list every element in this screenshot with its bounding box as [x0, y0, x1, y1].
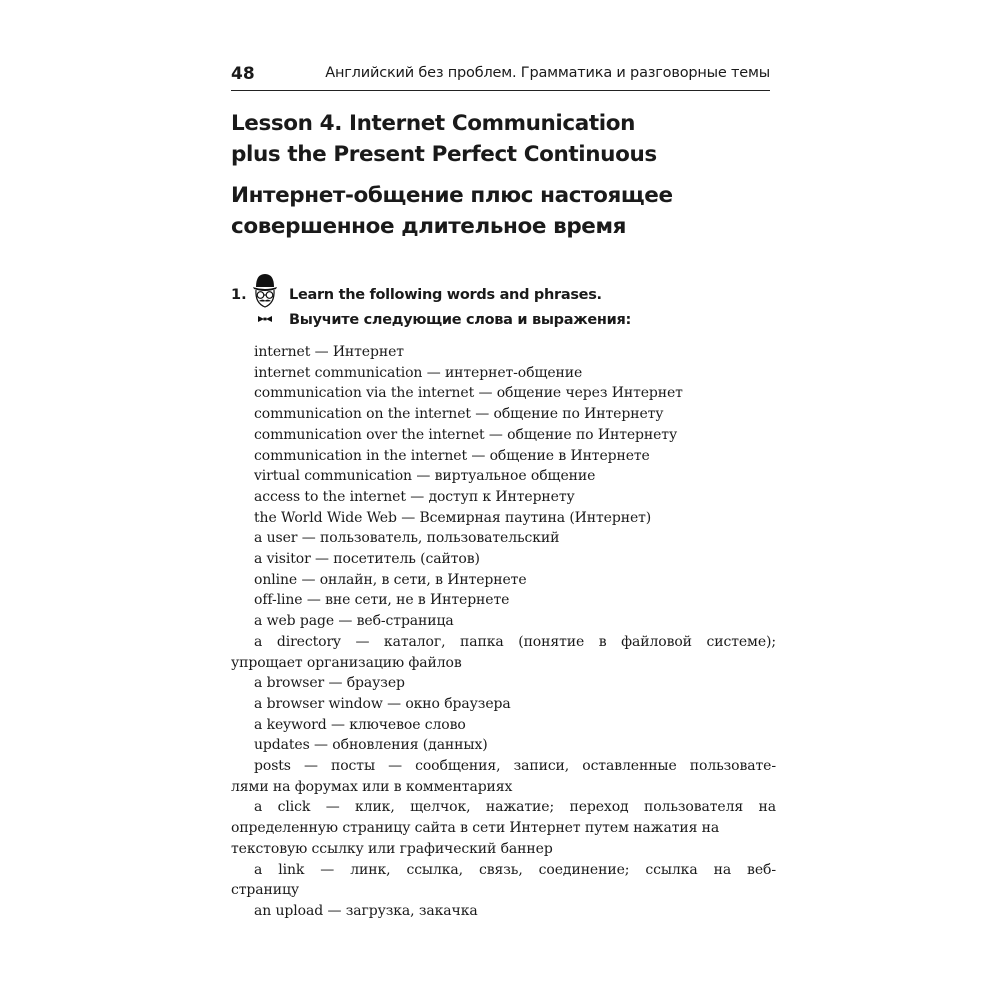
- task-number: 1.: [231, 287, 247, 303]
- vocabulary-entry-line: a click — клик, щелчок, нажатие; переход пользователя на: [254, 799, 776, 816]
- vocabulary-entry-line: a link — линк, ссылка, связь, соединение; ссылка на веб-: [254, 861, 776, 878]
- vocabulary-entry-line: лями на форумах или в комментариях: [231, 778, 513, 795]
- vocabulary-entry: [231, 611, 776, 632]
- vocabulary-entry-line: страницу: [231, 882, 299, 899]
- vocabulary-entry: [231, 528, 776, 549]
- vocabulary-entry: [231, 735, 776, 756]
- vocabulary-entry-line: a browser — браузер: [254, 675, 405, 692]
- vocabulary-entry-line: posts — посты — сообщения, записи, оставленные пользовате-: [254, 758, 776, 775]
- vocabulary-entry-line: updates — обновления (данных): [254, 737, 488, 754]
- vocabulary-entry-line: communication via the internet — общение через Интернет: [254, 385, 683, 402]
- vocabulary-entry-line: a visitor — посетитель (сайтов): [254, 551, 480, 568]
- page-header: [231, 62, 770, 91]
- vocabulary-entry: [231, 446, 776, 467]
- vocabulary-entry: [231, 715, 776, 736]
- vocabulary-entry: [231, 342, 776, 363]
- vocabulary-entry: [231, 860, 776, 901]
- vocabulary-entry: [231, 797, 776, 859]
- page-number: 48: [231, 64, 255, 84]
- lesson-subtitle-ru: совершенное длительное время: [231, 214, 627, 239]
- vocabulary-entry-line: internet communication — интернет-общение: [254, 364, 583, 381]
- running-title: Английский без проблем. Грамматика и разговорные темы: [325, 65, 770, 81]
- vocabulary-entry: [231, 570, 776, 591]
- vocabulary-entry: [231, 425, 776, 446]
- vocabulary-entry-line: internet — Интернет: [254, 344, 404, 360]
- vocabulary-entry-line: a browser window — окно браузера: [254, 695, 511, 712]
- vocabulary-entry: [231, 632, 776, 673]
- vocabulary-entry: [231, 404, 776, 425]
- vocabulary-entry-line: communication over the internet — общение по Интернету: [254, 426, 678, 443]
- vocabulary-entry-line: a web page — веб-страница: [254, 613, 454, 630]
- vocabulary-entry: [231, 383, 776, 404]
- gentleman-mascot-icon: [247, 270, 283, 324]
- vocabulary-list: [231, 342, 776, 922]
- vocabulary-entry-line: the World Wide Web — Всемирная паутина (Интернет): [254, 509, 652, 526]
- vocabulary-entry-line: определенную страницу сайта в сети Интернет путем нажатия на: [231, 820, 720, 837]
- lesson-subtitle-en: plus the Present Perfect Continuous: [231, 142, 657, 167]
- vocabulary-entry: [231, 756, 776, 797]
- vocabulary-entry-line: an upload — загрузка, закачка: [254, 902, 478, 919]
- vocabulary-entry-line: a user — пользователь, пользовательский: [254, 530, 560, 547]
- vocabulary-entry: [231, 363, 776, 384]
- vocabulary-entry-line: access to the internet — доступ к Интернету: [254, 488, 575, 505]
- vocabulary-entry-line: a directory — каталог, папка (понятие в файловой системе);: [254, 633, 776, 650]
- task-instruction-ru: Выучите следующие слова и выражения:: [289, 312, 631, 328]
- vocabulary-entry: [231, 694, 776, 715]
- vocabulary-entry-line: текстовую ссылку или графический баннер: [231, 840, 553, 857]
- vocabulary-entry: [231, 590, 776, 611]
- vocabulary-entry: [231, 549, 776, 570]
- vocabulary-entry: [231, 901, 776, 922]
- vocabulary-entry-line: упрощает организацию файлов: [231, 654, 462, 671]
- lesson-title-en: Lesson 4. Internet Communication: [231, 111, 635, 136]
- vocabulary-entry: [231, 466, 776, 487]
- vocabulary-entry-line: off-line — вне сети, не в Интернете: [254, 592, 510, 609]
- vocabulary-entry-line: communication in the internet — общение в Интернете: [254, 447, 650, 464]
- vocabulary-entry-line: a keyword — ключевое слово: [254, 716, 466, 733]
- vocabulary-entry: [231, 508, 776, 529]
- vocabulary-entry-line: virtual communication — виртуальное общение: [254, 468, 596, 485]
- vocabulary-entry-line: online — онлайн, в сети, в Интернете: [254, 571, 527, 588]
- lesson-title-ru: Интернет-общение плюс настоящее: [231, 183, 673, 208]
- vocabulary-entry-line: communication on the internet — общение по Интернету: [254, 406, 664, 423]
- task-instruction-en: Learn the following words and phrases.: [289, 287, 602, 303]
- vocabulary-entry: [231, 487, 776, 508]
- vocabulary-entry: [231, 673, 776, 694]
